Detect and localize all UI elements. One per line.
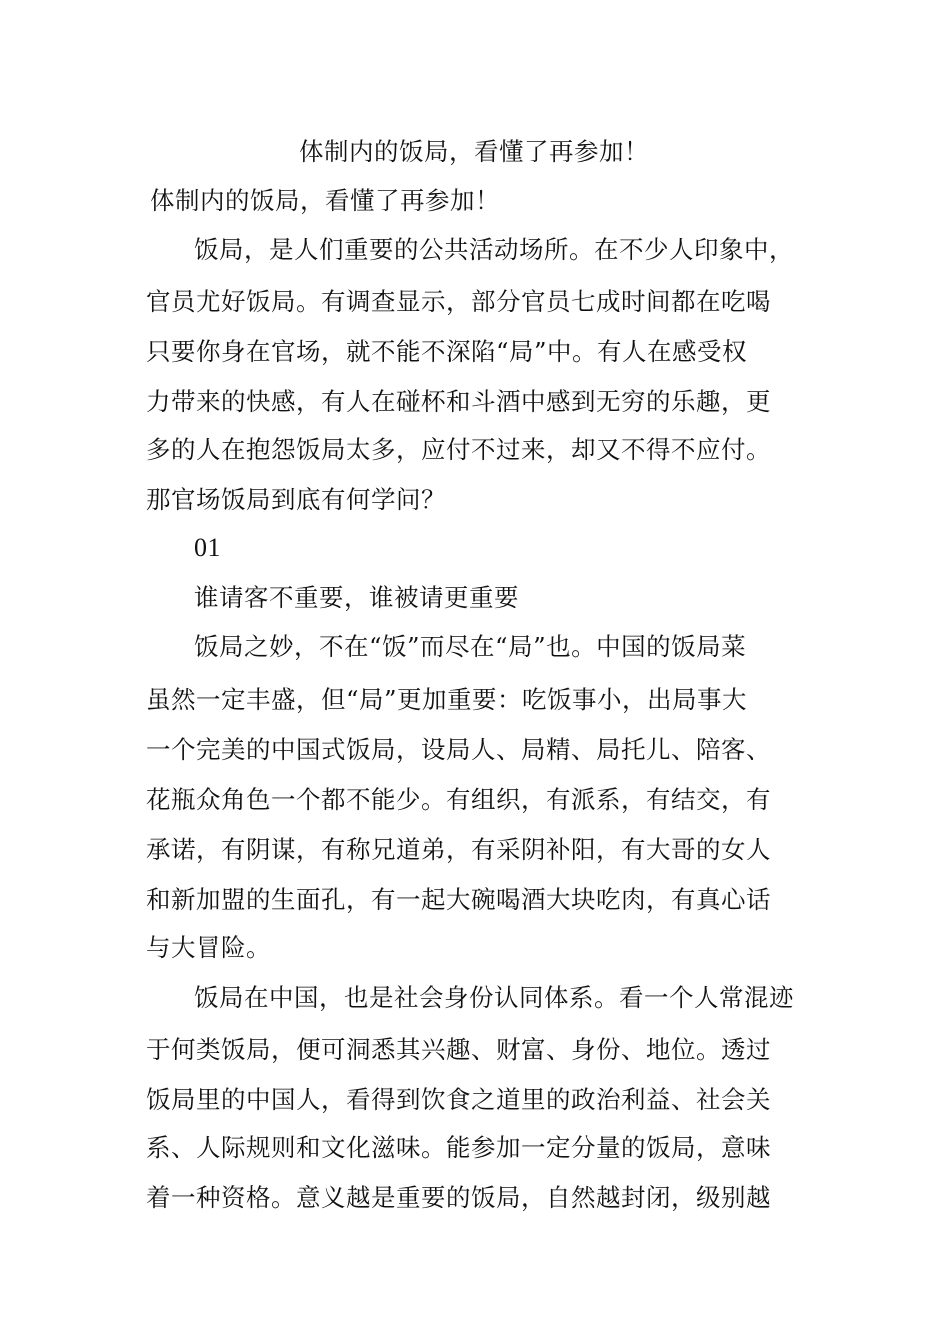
paragraph-line: 于何类饭局，便可洞悉其兴趣、财富、身份、地位。透过: [146, 1035, 771, 1064]
paragraph-line: 和新加盟的生面孔，有一起大碗喝酒大块吃肉，有真心话: [146, 885, 771, 914]
paragraph-line: 虽然一定丰盛，但“局”更加重要：吃饭事小，出局事大: [146, 685, 748, 714]
intro-line: 官员尤好饭局。有调查显示，部分官员七成时间都在吃喝: [146, 287, 771, 316]
intro-line: 力带来的快感，有人在碰杯和斗酒中感到无穷的乐趣，更: [146, 387, 771, 416]
intro-line: 那官场饭局到底有何学问？: [146, 485, 446, 514]
paragraph-line: 饭局之妙，不在“饭”而尽在“局”也。中国的饭局菜: [194, 632, 747, 661]
paragraph-line: 花瓶众角色一个都不能少。有组织，有派系，有结交，有: [146, 785, 771, 814]
intro-line: 只要你身在官场，就不能不深陷“局”中。有人在感受权: [146, 337, 748, 366]
document-title: 体制内的饭局，看懂了再参加！: [299, 137, 649, 166]
document-subtitle: 体制内的饭局，看懂了再参加！: [150, 186, 500, 215]
intro-line: 多的人在抱怨饭局太多，应付不过来，却又不得不应付。: [146, 435, 771, 464]
paragraph-line: 饭局里的中国人，看得到饮食之道里的政治利益、社会关: [146, 1085, 771, 1114]
paragraph-line: 饭局在中国，也是社会身份认同体系。看一个人常混迹: [194, 983, 794, 1012]
paragraph-line: 一个完美的中国式饭局，设局人、局精、局托儿、陪客、: [146, 735, 771, 764]
paragraph-line: 承诺，有阴谋，有称兄道弟，有采阴补阳，有大哥的女人: [146, 835, 771, 864]
section-number: 01: [194, 533, 221, 562]
intro-line: 饭局，是人们重要的公共活动场所。在不少人印象中，: [194, 235, 794, 264]
paragraph-line: 系、人际规则和文化滋味。能参加一定分量的饭局，意味: [146, 1133, 771, 1162]
section-heading: 谁请客不重要，谁被请更重要: [194, 583, 519, 612]
paragraph-line: 与大冒险。: [146, 933, 271, 962]
paragraph-line: 着一种资格。意义越是重要的饭局，自然越封闭，级别越: [146, 1183, 771, 1212]
